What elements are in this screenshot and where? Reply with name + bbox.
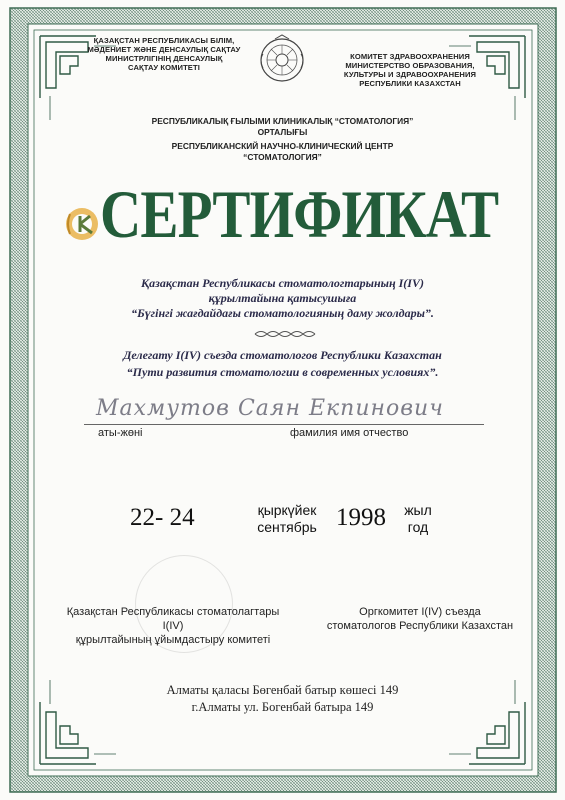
recipient-handwritten-name: Махмутов Саян Екпинович xyxy=(96,396,444,421)
date-year-word xyxy=(400,502,436,536)
header-right-organization xyxy=(330,52,490,88)
ornament-divider xyxy=(253,329,317,339)
header-right-line: КОМИТЕТ ЗДРАВООХРАНЕНИЯ xyxy=(350,52,470,61)
header-left-line: ҚАЗАҚСТАН РЕСПУБЛИКАСЫ БІЛІМ, xyxy=(93,36,235,45)
date-days: 22- 24 xyxy=(130,504,195,531)
date-year-word-ru: год xyxy=(407,519,429,535)
header-left-line: МӘДЕНИЕТ ЖӘНЕ ДЕНСАУЛЫҚ САҚТАУ xyxy=(87,45,241,54)
footer-left-line: Қазақстан Республикасы стоматолагтары I(IV) xyxy=(66,606,280,632)
dedication-kz xyxy=(60,276,505,321)
header-left-organization xyxy=(84,36,244,72)
address-line-ru: г.Алматы ул. Богенбай батыра 149 xyxy=(191,700,374,714)
address xyxy=(120,682,445,716)
date-year: 1998 xyxy=(336,504,386,531)
issuing-center-ru-line: “СТОМАТОЛОГИЯ” xyxy=(243,151,322,162)
name-label-kz: аты-жөні xyxy=(98,427,143,439)
state-emblem-icon xyxy=(257,34,307,84)
date-month-kz: қыркүйек xyxy=(257,502,317,518)
dedication-kz-line: “Бүгінгі жағдайдағы стоматологияның даму жолдары”. xyxy=(131,306,434,320)
dedication-ru-line: “Пути развития стоматологии в современных условиях”. xyxy=(126,365,439,379)
date-month xyxy=(244,502,330,536)
header-right-line: РЕСПУБЛИКИ КАЗАХСТАН xyxy=(359,79,461,88)
dedication-kz-line: құрылтайына қатысушыға xyxy=(208,291,357,305)
header-right-line: МИНИСТЕРСТВО ОБРАЗОВАНИЯ, xyxy=(345,61,475,70)
name-label-ru: фамилия имя отчество xyxy=(290,427,409,439)
footer-left-line: құрылтайының ұйымдастыру комитеті xyxy=(75,634,271,646)
issuing-center-kz-line: РЕСПУБЛИКАЛЫҚ ҒЫЛЫМИ КЛИНИКАЛЫҚ “СТОМАТОЛОГИЯ” xyxy=(151,116,414,126)
footer-organizing-committee-kz xyxy=(58,605,288,647)
footer-organizing-committee-ru xyxy=(320,605,520,633)
issuing-center-kz-line: ОРТАЛЫҒЫ xyxy=(257,126,308,137)
date-year-word-kz: жыл xyxy=(404,502,432,518)
dedication-kz-line: Қазақстан Республикасы стоматологтарының I(IV) xyxy=(141,276,424,290)
address-line-kz: Алматы қаласы Бөгенбай батыр көшесі 149 xyxy=(166,683,399,697)
dedication-ru-line: Делегату I(IV) съезда стоматологов Республики Казахстан xyxy=(123,348,442,362)
footer-right-line: Оргкомитет I(IV) съезда xyxy=(359,606,481,618)
header-right-line: КУЛЬТУРЫ И ЗДРАВООХРАНЕНИЯ xyxy=(343,70,477,79)
footer-right-line: стоматологов Республики Казахстан xyxy=(326,620,514,632)
date-month-ru: сентябрь xyxy=(257,519,317,535)
header-left-line: САҚТАУ КОМИТЕТІ xyxy=(128,63,200,72)
dedication-ru xyxy=(60,347,505,381)
issuing-center-ru-line: РЕСПУБЛИКАНСКИЙ НАУЧНО-КЛИНИЧЕСКИЙ ЦЕНТР xyxy=(171,141,394,151)
name-underline xyxy=(84,424,484,425)
certificate-title: СЕРТИФИКАТ xyxy=(100,176,499,252)
issuing-center xyxy=(110,116,455,162)
header-left-line: МИНИСТРЛІГІНІҢ ДЕНСАУЛЫҚ xyxy=(105,54,223,63)
